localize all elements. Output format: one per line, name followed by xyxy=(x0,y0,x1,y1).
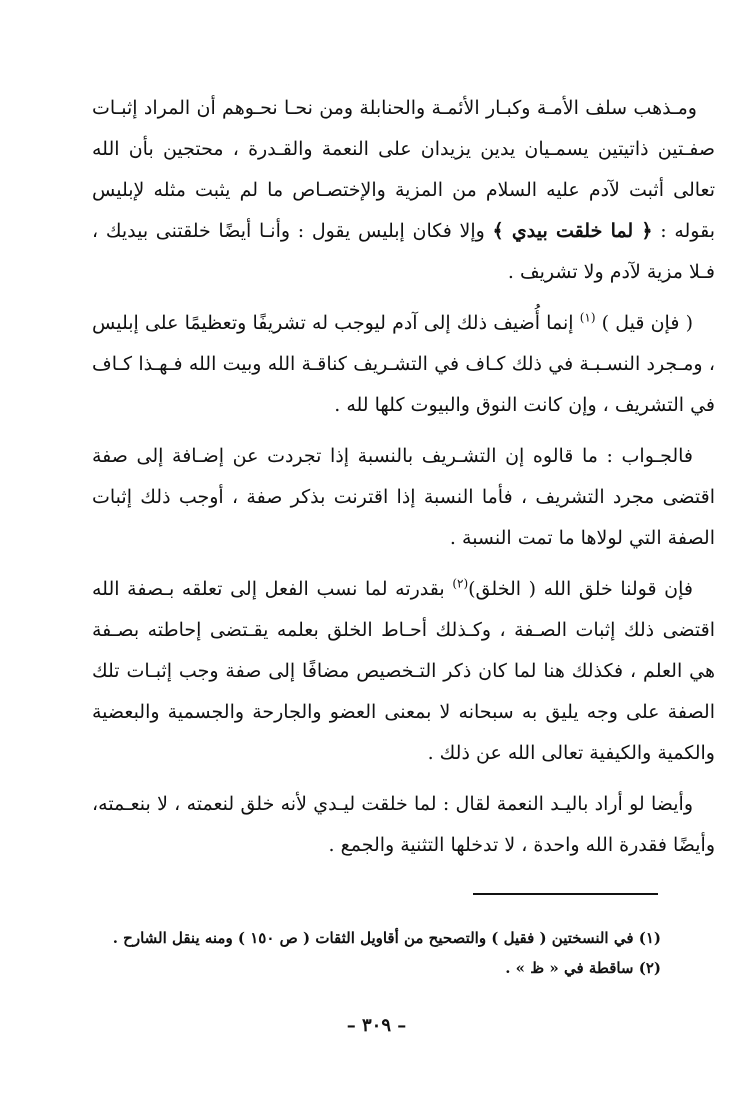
paragraph-1-text-a: ومـذهب سلف الأمـة وكبـار الأئمـة والحنابلة ومن نحـا نحـوهم أن المراد إثبـات صفـتين ذاتيتين يسمـيان يدين يزيدان على النعمة والقـدرة ، محتجين بأن الله تعالى أثبت لآدم عليه السلام من المزية والإختصـاص ما لم يثبت مثله لإبليس بقوله : xyxy=(92,97,716,242)
paragraph-5-text: وأيضا لو أراد باليـد النعمة لقال : لما خلقت ليـدي لأنه خلق لنعمته ، لا بنعـمته، وأيضًا فقدرة الله واحدة ، لا تدخلها التثنية والجمع . xyxy=(92,793,715,856)
paragraph-4-text-b: بقدرته لما نسب الفعل إلى تعلقه بـصفة الله اقتضى ذلك إثبات الصـفة ، وكـذلك أحـاط الخلق بعلمه يقـتضى إحاطته بصـفة هي العلم ، فكذلك هنا لما كان ذكر التـخصيص مضافًا إلى صفة وجب إثبـات تلك الصفة على وجه يليق به سبحانه لا بمعنى العضو والجارحة والجسمية والبعضية والكمية والكيفية تعالى الله عن ذلك . xyxy=(92,578,715,764)
quran-quote: ﴿ لما خلقت بيدي ﴾ xyxy=(492,220,653,242)
paragraph-2 xyxy=(92,303,715,426)
footnotes xyxy=(92,923,661,983)
footnote-2: (٢) ساقطة في « ظ » . xyxy=(505,959,661,977)
page-number: – ٣٠٩ – xyxy=(346,1015,407,1036)
paragraph-5 xyxy=(92,784,715,866)
paragraph-1-text-b: وإلا فكان إبليس يقول : وأنـا أيضًا خلقتنى بيديك ، فـلا مزية لآدم ولا تشريف . xyxy=(92,220,715,283)
paragraph-3 xyxy=(92,436,715,559)
footnote-divider xyxy=(473,893,658,895)
paragraph-3-text: فالجـواب : ما قالوه إن التشـريف بالنسبة إذا تجردت عن إضـافة إلى صفة اقتضى مجرد التشريف ، فأما النسبة إذا اقترنت بذكر صفة ، أوجب ذلك إثبات الصفة التي لولاها ما تمت النسبة . xyxy=(92,445,715,549)
footnote-marker-1: (١) xyxy=(579,310,596,325)
paragraph-4-text-a: فإن قولنا خلق الله ( الخلق) xyxy=(468,578,693,600)
paragraph-4 xyxy=(92,569,715,774)
paragraph-1 xyxy=(92,88,715,293)
footnote-1: (١) في النسختين ( فقيل ) والتصحيح من أقاويل الثقات ( ص ١٥٠ ) ومنه ينقل الشارح . xyxy=(112,929,661,947)
paragraph-2-text-a: ( فإن قيل ) xyxy=(595,312,693,334)
main-text xyxy=(92,88,715,876)
paragraph-2-text-b: إنما أُضيف ذلك إلى آدم ليوجب له تشريفًا وتعظيمًا على إبليس ، ومـجرد النسـبـة في ذلك كـاف في التشـريف كناقـة الله وبيت الله فـهـذا كـاف في التشريف ، وإن كانت النوق والبيوت كلها لله . xyxy=(92,312,715,416)
footnote-marker-2: (٢) xyxy=(452,576,469,591)
